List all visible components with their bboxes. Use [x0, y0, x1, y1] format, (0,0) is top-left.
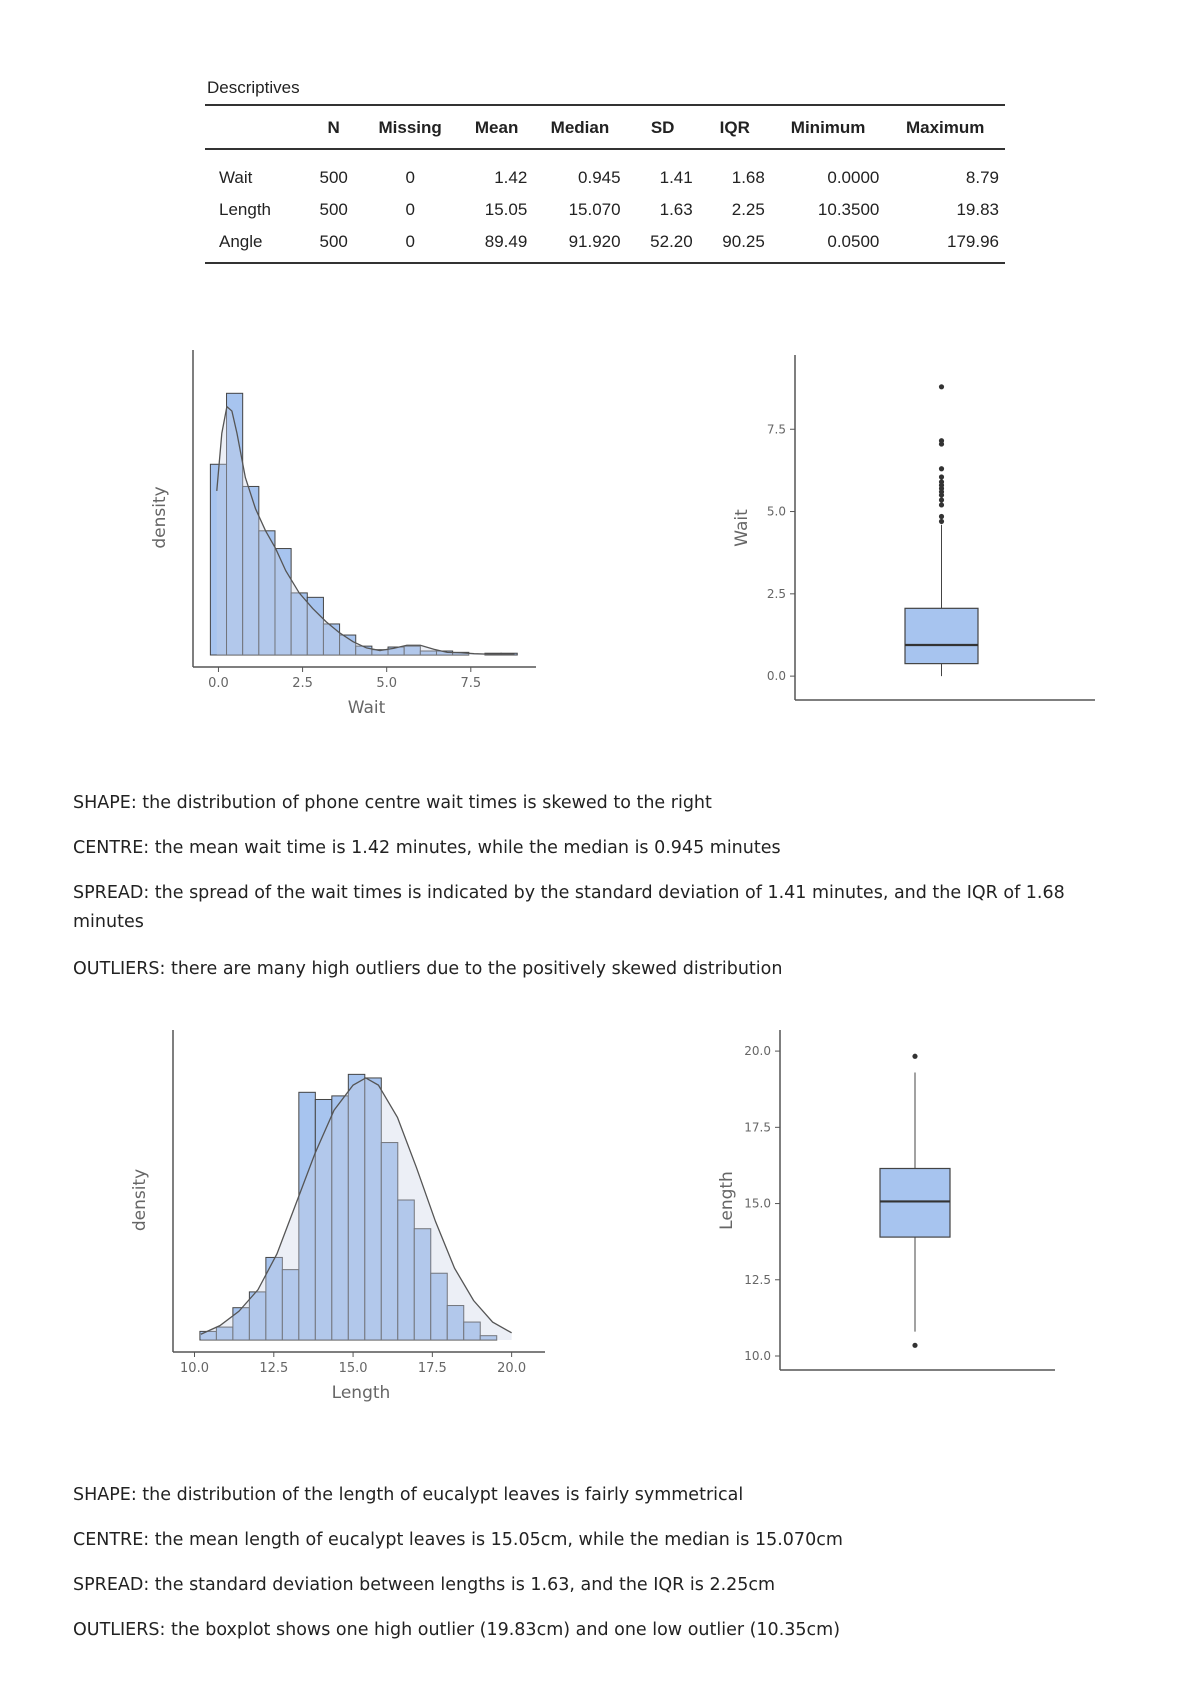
y-tick-label: 5.0 — [766, 504, 786, 519]
table-cell: Angle — [219, 232, 263, 251]
length-boxplot-svg — [700, 1015, 1080, 1375]
outlier-point — [939, 519, 944, 524]
x-tick-label: 20.0 — [497, 1361, 527, 1376]
column-header: Median — [550, 118, 610, 137]
column-header: Maximum — [905, 118, 985, 137]
y-tick-label: 17.5 — [744, 1120, 771, 1135]
wait-shape-text: SHAPE: the distribution of phone centre wait times is skewed to the right — [73, 793, 712, 813]
table-cell: 500 — [319, 200, 348, 219]
length-spread-text: SPREAD: the standard deviation between lengths is 1.63, and the IQR is 2.25cm — [73, 1575, 776, 1595]
table-cell: 0 — [405, 200, 415, 219]
table-cell: 89.49 — [484, 232, 528, 251]
wait-centre-text: CENTRE: the mean wait time is 1.42 minutes, while the median is 0.945 minutes — [73, 838, 781, 858]
outlier-point — [912, 1343, 917, 1348]
table-cell: 1.68 — [731, 168, 765, 187]
table-title: Descriptives — [207, 78, 300, 97]
column-header: Mean — [474, 118, 519, 137]
box-iqr — [880, 1168, 950, 1237]
table-cell: 0.945 — [578, 168, 621, 187]
column-header: SD — [650, 118, 675, 137]
outlier-point — [939, 514, 944, 519]
table-cell: 1.63 — [659, 200, 693, 219]
y-tick-label: 10.0 — [744, 1349, 771, 1363]
wait-outliers-text: OUTLIERS: there are many high outliers due to the positively skewed distribution — [73, 959, 783, 979]
wait-histogram-svg — [140, 340, 550, 740]
y-tick-label: 15.0 — [744, 1196, 771, 1211]
table-header-row — [205, 105, 1005, 149]
table-cell: 0 — [405, 232, 415, 251]
y-tick-label: 20.0 — [744, 1044, 771, 1059]
descriptives-table-container — [205, 78, 1005, 264]
table-row — [205, 149, 1005, 194]
x-axis-title: Wait — [347, 698, 386, 718]
x-tick-label: 15.0 — [338, 1361, 368, 1376]
x-tick-label: 7.5 — [460, 676, 482, 691]
x-tick-label: 2.5 — [292, 676, 313, 691]
length-outliers-text: OUTLIERS: the boxplot shows one high outlier (19.83cm) and one low outlier (10.35cm) — [73, 1620, 841, 1640]
length-histogram-plot — [130, 1020, 545, 1424]
table-cell: Wait — [219, 168, 253, 187]
outlier-point — [939, 502, 944, 507]
table-cell: 15.05 — [484, 200, 528, 219]
outlier-point — [939, 384, 944, 389]
table-cell: 0.0000 — [827, 168, 880, 187]
descriptives-table — [205, 104, 1005, 264]
y-tick-label: 12.5 — [744, 1272, 771, 1287]
table-cell: 1.42 — [494, 168, 528, 187]
table-cell: 10.3500 — [817, 200, 880, 219]
x-tick-label: 5.0 — [376, 676, 398, 691]
column-header: IQR — [719, 118, 750, 137]
y-axis-title: Length — [717, 1171, 737, 1230]
outlier-point — [912, 1054, 917, 1059]
wait-histogram-plot — [140, 340, 550, 744]
table-cell: 0 — [405, 168, 415, 187]
table-cell: 500 — [319, 232, 348, 251]
length-centre-text: CENTRE: the mean length of eucalypt leaves is 15.05cm, while the median is 15.070cm — [73, 1530, 843, 1550]
table-cell: Length — [219, 200, 271, 219]
outlier-point — [939, 466, 944, 471]
wait-boxplot-plot — [725, 340, 1105, 724]
column-header: Minimum — [790, 118, 866, 137]
table-cell: 19.83 — [956, 200, 999, 219]
outlier-point — [939, 479, 944, 484]
length-shape-text: SHAPE: the distribution of the length of eucalypt leaves is fairly symmetrical — [73, 1485, 744, 1505]
table-cell: 179.96 — [947, 232, 999, 251]
outlier-point — [939, 474, 944, 479]
table-row — [205, 226, 1005, 263]
wait-spread-text: SPREAD: the spread of the wait times is indicated by the standard deviation of 1.41 minutes, and the IQR of 1.68 minutes — [73, 883, 1065, 932]
table-cell: 500 — [319, 168, 348, 187]
table-cell: 2.25 — [731, 200, 765, 219]
table-cell: 1.41 — [659, 168, 693, 187]
x-tick-label: 12.5 — [259, 1361, 289, 1376]
box-iqr — [905, 608, 978, 663]
column-header — [205, 105, 307, 149]
length-boxplot-plot — [700, 1015, 1080, 1379]
y-axis-title: density — [130, 1168, 150, 1232]
x-tick-label: 17.5 — [417, 1361, 447, 1376]
table-row — [205, 194, 1005, 226]
length-histogram-svg — [130, 1020, 545, 1420]
column-header: N — [327, 118, 340, 137]
y-tick-label: 2.5 — [766, 586, 786, 601]
y-tick-label: 0.0 — [766, 669, 786, 684]
y-axis-title: Wait — [732, 509, 752, 547]
outlier-point — [939, 497, 944, 502]
x-tick-label: 0.0 — [208, 676, 229, 691]
table-cell: 90.25 — [722, 232, 765, 251]
table-cell: 15.070 — [568, 200, 621, 219]
density-area — [217, 407, 515, 655]
table-cell: 91.920 — [568, 232, 621, 251]
table-cell: 8.79 — [965, 168, 999, 187]
outlier-point — [939, 438, 944, 443]
table-cell: 52.20 — [650, 232, 693, 251]
column-header: Missing — [378, 118, 442, 137]
y-tick-label: 7.5 — [766, 422, 786, 437]
x-tick-label: 10.0 — [180, 1361, 209, 1376]
x-axis-title: Length — [331, 1383, 391, 1403]
table-cell: 0.0500 — [827, 232, 880, 251]
y-axis-title: density — [150, 486, 170, 549]
wait-boxplot-svg — [725, 340, 1105, 720]
